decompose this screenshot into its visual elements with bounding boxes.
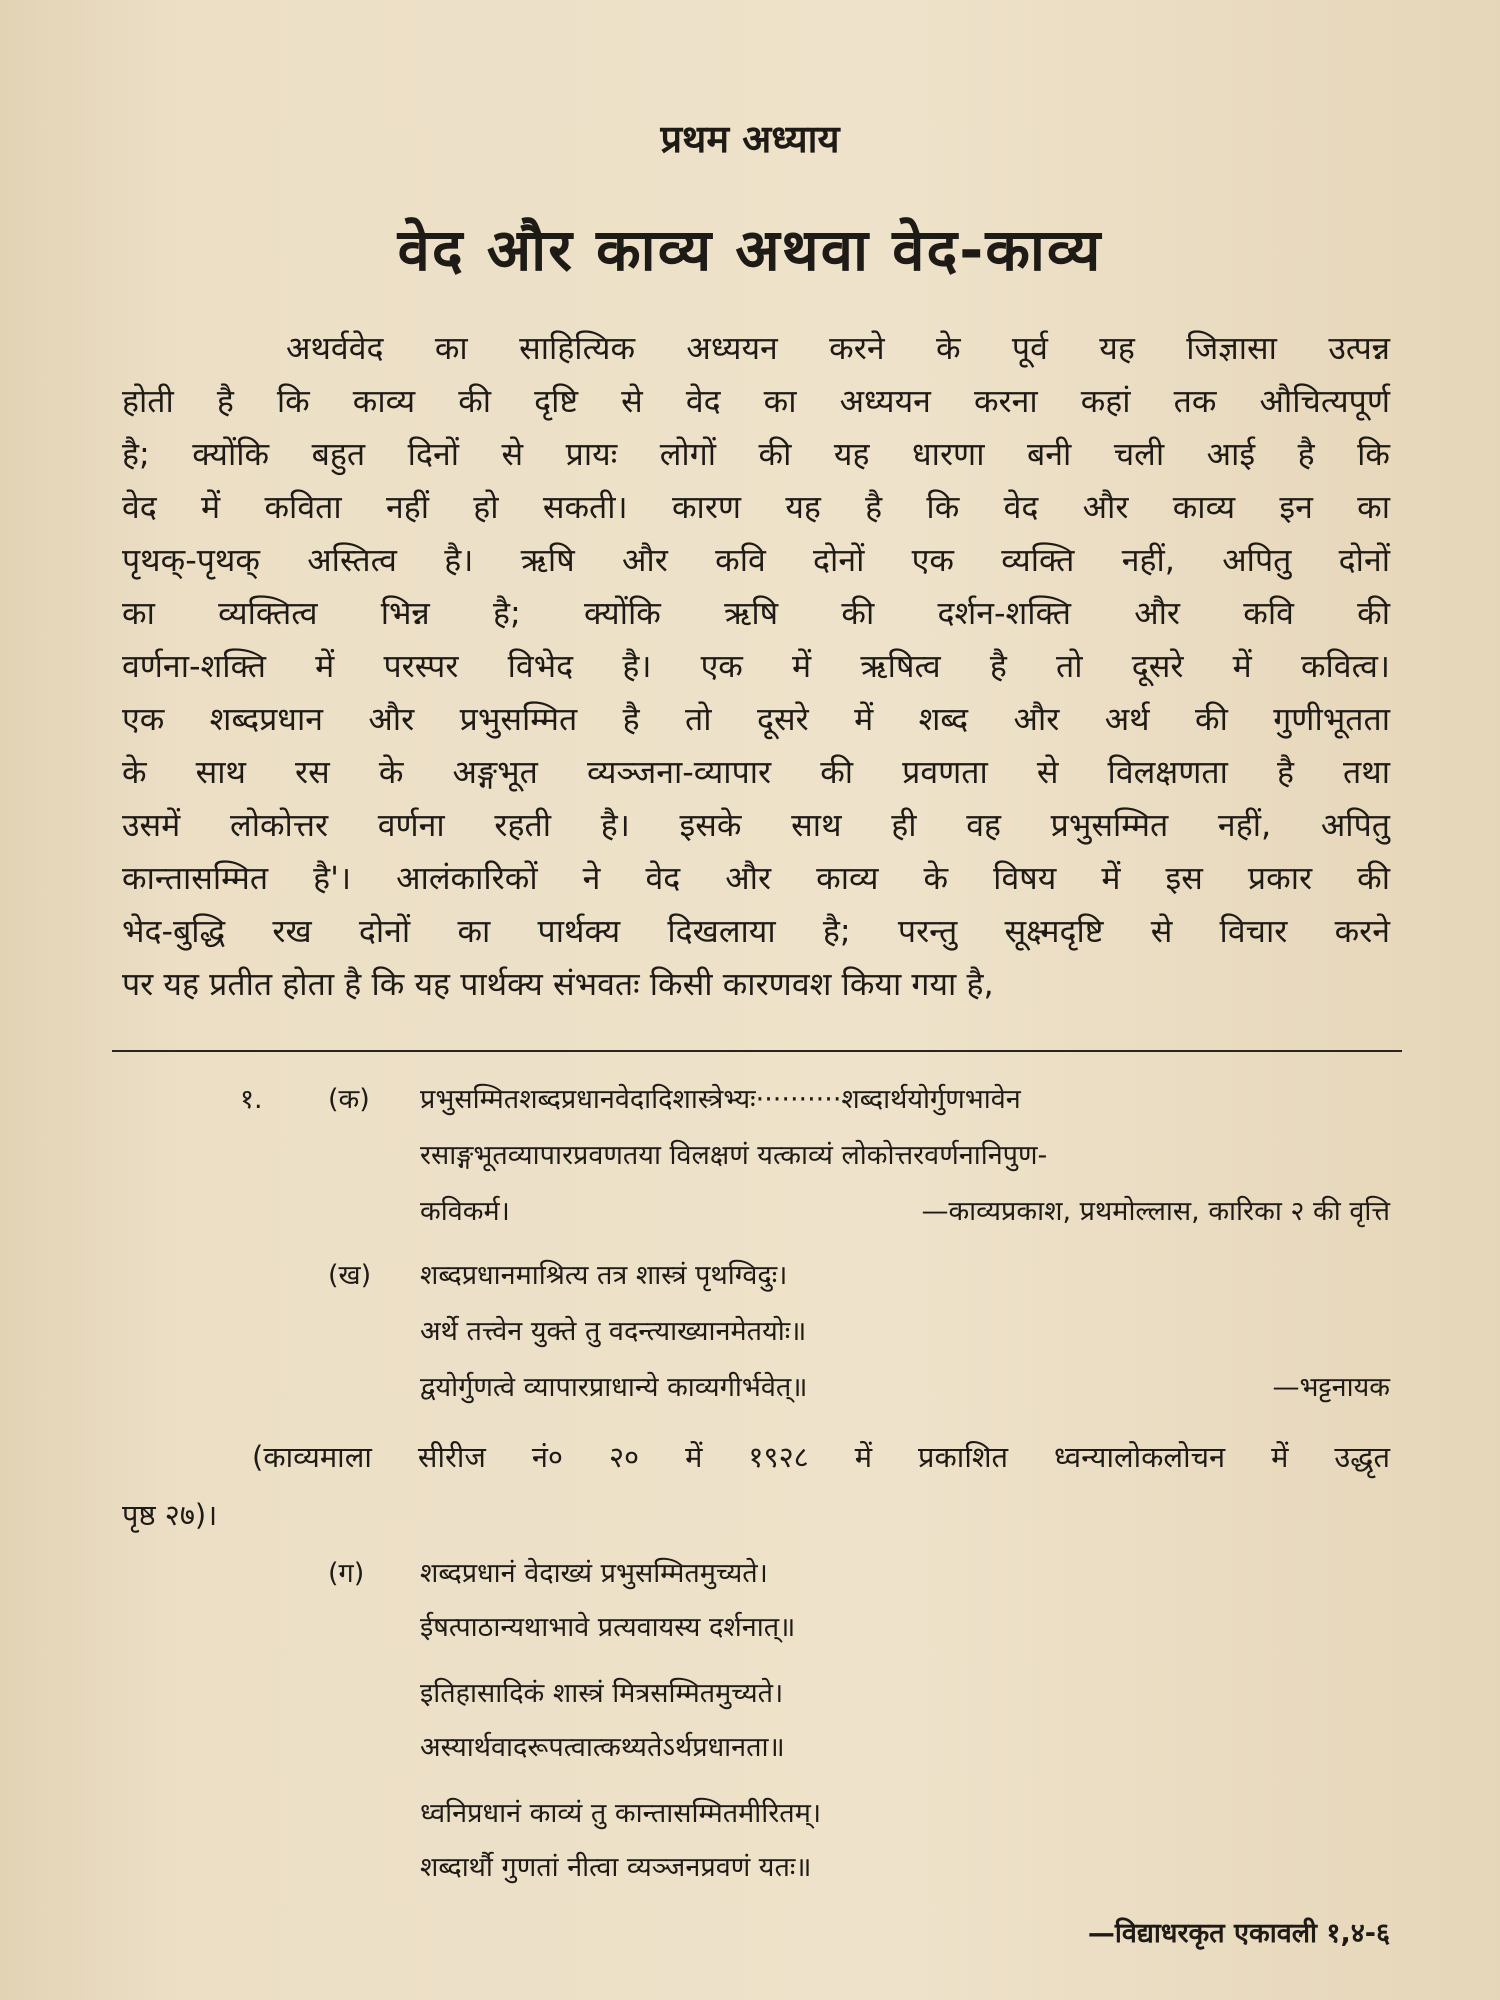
footnote-ka-line: रसाङ्गभूतव्यापारप्रवणतया विलक्षणं यत्काव्यं लोकोत्तरवर्णनानिपुण- [420, 1140, 1048, 1171]
body-line: पर यह प्रतीत होता है कि यह पार्थक्य संभवतः किसी कारणवश किया गया है, [122, 965, 994, 1003]
citation-note-line: पृष्ठ २७)। [122, 1498, 218, 1532]
footnote-label-kha: (ख) [328, 1260, 372, 1291]
body-line: वर्णना-शक्ति में परस्पर विभेद है। एक में ऋषित्व है तो दूसरे में कवित्व। [122, 647, 1390, 685]
footnote-ka-source: —काव्यप्रकाश, प्रथमोल्लास, कारिका २ की वृत्ति [921, 1196, 1390, 1227]
body-line: कान्तासम्मित है'। आलंकारिकों ने वेद और काव्य के विषय में इस प्रकार की [122, 859, 1390, 897]
citation-note [122, 1428, 1390, 1544]
body-line: पृथक्-पृथक् अस्तित्व है। ऋषि और कवि दोनों एक व्यक्ति नहीं, अपितु दोनों [122, 541, 1390, 579]
footnote-ga-line: इतिहासादिकं शास्त्रं मित्रसम्मितमुच्यते। [420, 1678, 784, 1709]
footnote-ga-line: शब्दप्रधानं वेदाख्यं प्रभुसम्मितमुच्यते। [420, 1558, 768, 1589]
body-line: के साथ रस के अङ्गभूत व्यञ्जना-व्यापार की प्रवणता से विलक्षणता है तथा [122, 753, 1390, 791]
footnote-ga-line: ईषत्पाठान्यथाभावे प्रत्यवायस्य दर्शनात्॥ [420, 1612, 796, 1643]
footnote-ga-line: शब्दार्थौ गुणतां नीत्वा व्यञ्जनप्रवणं यतः॥ [420, 1852, 812, 1883]
body-line: होती है कि काव्य की दृष्टि से वेद का अध्ययन करना कहां तक औचित्यपूर्ण [122, 382, 1390, 420]
footnote-divider [112, 1050, 1402, 1052]
body-line: अथर्ववेद का साहित्यिक अध्ययन करने के पूर्व यह जिज्ञासा उत्पन्न [286, 329, 1390, 367]
body-line: उसमें लोकोत्तर वर्णना रहती है। इसके साथ ही वह प्रभुसम्मित नहीं, अपितु [122, 806, 1390, 844]
footnote-label-ka: (क) [328, 1084, 370, 1115]
footnote-ka-line: प्रभुसम्मितशब्दप्रधानवेदादिशास्त्रेभ्यः··········शब्दार्थयोर्गुणभावेन [420, 1084, 1021, 1115]
footnote-kha-line: अर्थे तत्त्वेन युक्ते तु वदन्त्याख्यानमेतयोः॥ [420, 1316, 807, 1347]
body-line: भेद-बुद्धि रख दोनों का पार्थक्य दिखलाया है; परन्तु सूक्ष्मदृष्टि से विचार करने [122, 912, 1390, 950]
citation-note-line: (काव्यमाला सीरीज नं० २० में १९२८ में प्रकाशित ध्वन्यालोकलोचन में उद्धृत [252, 1440, 1390, 1474]
footnote-ga-line: ध्वनिप्रधानं काव्यं तु कान्तासम्मितमीरितम्। [420, 1798, 822, 1829]
footnote-kha-line: द्वयोर्गुणत्वे व्यापारप्राधान्ये काव्यगीर्भवेत्॥ [420, 1372, 808, 1403]
chapter-label: प्रथम अध्याय [660, 117, 840, 161]
footnote-kha-source: —भट्टनायक [1272, 1372, 1390, 1403]
body-line: वेद में कविता नहीं हो सकती। कारण यह है कि वेद और काव्य इन का [122, 488, 1390, 526]
body-line: का व्यक्तित्व भिन्न है; क्योंकि ऋषि की दर्शन-शक्ति और कवि की [122, 594, 1390, 632]
footnote-number: १. [240, 1084, 263, 1115]
body-line: एक शब्दप्रधान और प्रभुसम्मित है तो दूसरे में शब्द और अर्थ की गुणीभूतता [122, 700, 1390, 738]
body-paragraph [122, 322, 1390, 1011]
footnote-kha-line: शब्दप्रधानमाश्रित्य तत्र शास्त्रं पृथग्विदुः। [420, 1260, 788, 1291]
chapter-title: वेद और काव्य अथवा वेद-काव्य [397, 216, 1103, 284]
footnote-label-ga: (ग) [328, 1558, 365, 1589]
footnote-ga-line: अस्यार्थवादरूपत्वात्कथ्यतेऽर्थप्रधानता॥ [420, 1732, 785, 1763]
footnote-ga-source: —विद्याधरकृत एकावली १,४-६ [1087, 1918, 1390, 1949]
footnote-ka-line: कविकर्म। [420, 1196, 510, 1227]
body-line: है; क्योंकि बहुत दिनों से प्रायः लोगों की यह धारणा बनी चली आई है कि [122, 435, 1390, 473]
